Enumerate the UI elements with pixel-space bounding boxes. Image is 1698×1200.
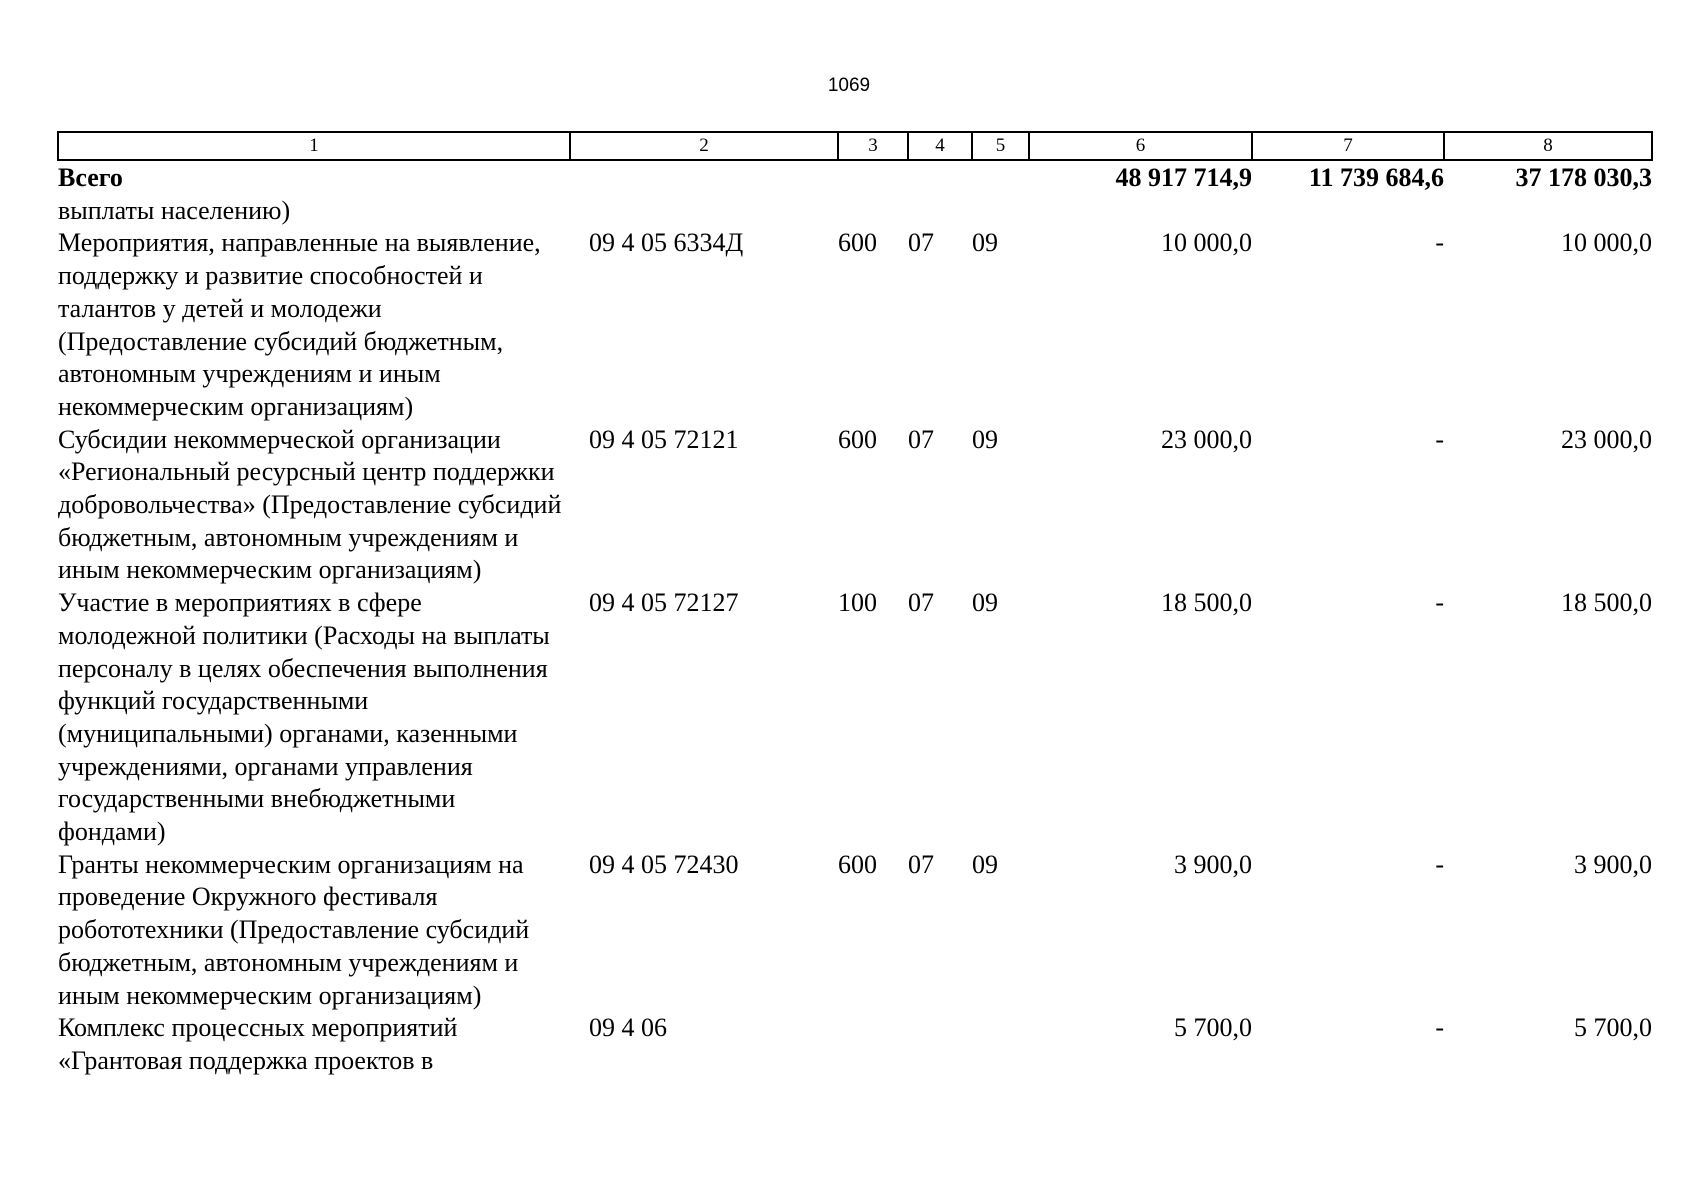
row-col7: - [1435, 588, 1444, 618]
header-col-3: 3 [838, 132, 908, 160]
row-rz: 07 [908, 228, 934, 258]
row-code: 09 4 06 [589, 1013, 667, 1043]
row-col8: 10 000,0 [1561, 228, 1652, 258]
table-row [58, 587, 1652, 849]
table-row [58, 424, 1652, 588]
empty-cell [908, 160, 972, 195]
row-code: 09 4 05 72121 [589, 424, 739, 454]
row-col6: 10 000,0 [1161, 228, 1252, 258]
header-col-5: 5 [972, 132, 1029, 160]
empty-cell [838, 160, 908, 195]
row-rz: 07 [908, 424, 934, 454]
row-col8: 3 900,0 [1574, 849, 1652, 879]
table-row [58, 849, 1652, 1013]
total-col8: 37 178 030,3 [1515, 163, 1652, 192]
header-col-8: 8 [1444, 132, 1652, 160]
row-col7: - [1435, 849, 1444, 879]
total-col7: 11 739 684,6 [1308, 163, 1444, 192]
row-rz: 07 [908, 849, 934, 879]
row-col7: - [1435, 228, 1444, 258]
row-col8: 5 700,0 [1574, 1013, 1652, 1043]
total-row [58, 160, 1652, 195]
budget-table [57, 131, 1653, 1078]
row-name: Комплекс процессных мероприятий «Грантовая поддержка проектов в [58, 1013, 458, 1075]
row-name: Мероприятия, направленные на выявление, поддержку и развитие способностей и талантов у детей и молодежи (Предоставление субсидий бюджетным, автономным учреждениям и иным некоммерческим организациям) [58, 228, 541, 421]
row-vr [838, 1012, 908, 1077]
table-row [58, 1012, 1652, 1077]
row-pr: 09 [972, 588, 998, 618]
total-label: Всего [58, 163, 123, 192]
row-code: 09 4 05 72430 [589, 849, 739, 879]
row-code: 09 4 05 6334Д [589, 228, 744, 258]
row-code: 09 4 05 72127 [589, 588, 739, 618]
row-col8: 23 000,0 [1561, 424, 1652, 454]
row-col6: 18 500,0 [1161, 588, 1252, 618]
row-col8: 18 500,0 [1561, 588, 1652, 618]
empty-cell [570, 160, 838, 195]
continuation-text: выплаты населению) [58, 195, 291, 225]
row-col6: 23 000,0 [1161, 424, 1252, 454]
continuation-row [58, 195, 1652, 228]
header-col-6: 6 [1029, 132, 1252, 160]
empty-cell [972, 160, 1029, 195]
page-number: 1069 [827, 75, 871, 96]
row-rz: 07 [908, 588, 934, 618]
empty-cell [570, 195, 1652, 228]
header-col-4: 4 [908, 132, 972, 160]
row-name: Гранты некоммерческим организациям на проведение Окружного фестиваля робототехники (Предоставление субсидий бюджетным, автономным учреждениям и иным некоммерческим организациям) [58, 849, 530, 1010]
table-row [58, 227, 1652, 423]
total-col6: 48 917 714,9 [1115, 163, 1252, 192]
row-vr: 600 [838, 228, 877, 258]
row-col6: 5 700,0 [1174, 1013, 1252, 1043]
header-col-1: 1 [58, 132, 570, 160]
row-name: Участие в мероприятиях в сфере молодежной политики (Расходы на выплаты персоналу в целях обеспечения выполнения функций государственными (муниципальными) органами, казенными учреждениями, органами управления государственными внебюджетными фондами) [58, 588, 550, 847]
header-col-2: 2 [570, 132, 838, 160]
row-col7: - [1435, 1013, 1444, 1043]
row-vr: 600 [838, 424, 877, 454]
row-pr [972, 1012, 1029, 1077]
row-col7: - [1435, 424, 1444, 454]
row-vr: 100 [838, 588, 877, 618]
row-pr: 09 [972, 424, 998, 454]
table-header [58, 132, 1652, 160]
row-rz [908, 1012, 972, 1077]
row-col6: 3 900,0 [1174, 849, 1252, 879]
header-col-7: 7 [1252, 132, 1444, 160]
row-vr: 600 [838, 849, 877, 879]
row-pr: 09 [972, 228, 998, 258]
row-pr: 09 [972, 849, 998, 879]
row-name: Субсидии некоммерческой организации «Региональный ресурсный центр поддержки добровольчества» (Предоставление субсидий бюджетным, автономным учреждениям и иным некоммерческим организациям) [58, 424, 562, 585]
